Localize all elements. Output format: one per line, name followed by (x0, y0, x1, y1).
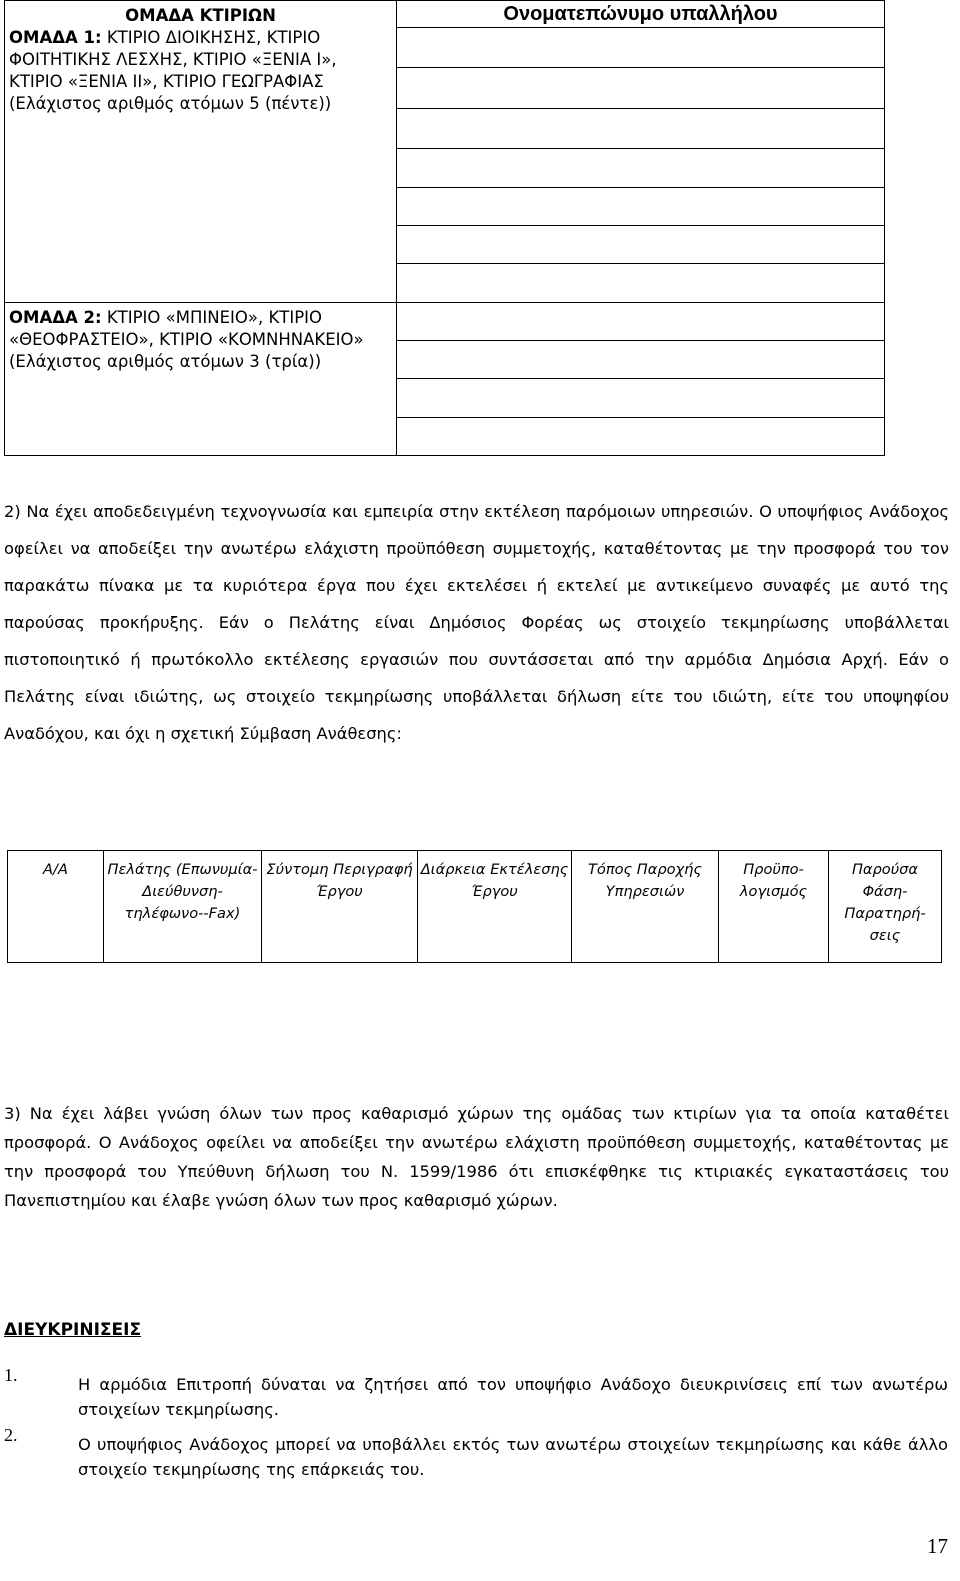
employee-name-field[interactable] (397, 340, 885, 378)
clarification-number: 1. (4, 1365, 18, 1385)
employee-name-field[interactable] (397, 302, 885, 340)
clarifications-title: ΔΙΕΥΚΡΙΝΙΣΕΙΣ (4, 1320, 142, 1340)
group1-cell (5, 1, 397, 303)
employee-name-field[interactable] (397, 379, 885, 417)
col-header-description: Σύντομη Περιγραφή Έργου (262, 851, 418, 963)
group1-label: ΟΜΑΔΑ 1: (9, 28, 102, 47)
employee-name-field[interactable] (397, 108, 885, 148)
requirement-2-paragraph: 2) Να έχει αποδεδειγμένη τεχνογνωσία και εμπειρία στην εκτέλεση παρόμοιων υπηρεσιών. Ο υποψήφιος Ανάδοχος οφείλει να αποδείξει την ανωτέρω ελάχιστη προϋπόθεση συμμετοχής, καταθέτοντας με την προσφορά του τον παρακάτω πίνακα με τα κυριότερα έργα που έχει εκτελέσει ή εκτελεί με αντικείμενο συναφές με αυτό της παρούσας προκήρυξης. Εάν ο Πελάτης είναι Δημόσιος Φορέας ως στοιχείο τεκμηρίωσης υποβάλλεται πιστοποιητικό ή πρωτόκολλο εκτέλεσης εργασιών που συντάσσεται από την αρμόδια Δημόσια Αρχή. Εάν ο Πελάτης είναι ιδιώτης, ως στοιχείο τεκμηρίωσης υποβάλλεται δήλωση είτε του ιδιώτη, είτε του υποψηφίου Αναδόχου, και όχι η σχετική Σύμβαση Ανάθεσης: (4, 502, 949, 743)
employee-name-field[interactable] (397, 149, 885, 187)
employee-name-header: Ονοματεπώνυμο υπαλλήλου (397, 1, 885, 28)
col-header-status: Παρούσα Φάση-Παρατηρή-σεις (829, 851, 942, 963)
group1-buildings: ΚΤΙΡΙΟ ΔΙΟΙΚΗΣΗΣ, ΚΤΙΡΙΟ ΦΟΙΤΗΤΙΚΗΣ ΛΕΣΧΗΣ, ΚΤΙΡΙΟ «ΞΕΝΙΑ Ι», ΚΤΙΡΙΟ «ΞΕΝΙΑ ΙΙ», ΚΤΙΡΙΟ ΓΕΩΓΡΑΦΙΑΣ (9, 28, 337, 91)
clarification-text: Ο υποψήφιος Ανάδοχος μπορεί να υποβάλλει εκτός των ανωτέρω στοιχείων τεκμηρίωσης και κάθε άλλο στοιχείο τεκμηρίωσης της επάρκειάς του. (78, 1435, 948, 1479)
group2-min-persons: (Ελάχιστος αριθμός ατόμων 3 (τρία)) (9, 351, 322, 371)
group2-buildings: ΚΤΙΡΙΟ «ΜΠΙΝΕΙΟ», ΚΤΙΡΙΟ «ΘΕΟΦΡΑΣΤΕΙΟ», ΚΤΙΡΙΟ «ΚΟΜΝΗΝΑΚΕΙΟ» (9, 307, 364, 349)
clarification-text: Η αρμόδια Επιτροπή δύναται να ζητήσει από τον υποψήφιο Ανάδοχο διευκρινίσεις επί των ανωτέρω στοιχείων τεκμηρίωσης. (78, 1375, 948, 1419)
clarification-number: 2. (4, 1425, 18, 1445)
col-header-location: Τόπος Παροχής Υπηρεσιών (572, 851, 719, 963)
groups-header: ΟΜΑΔΑ ΚΤΙΡΙΩΝ (125, 6, 276, 25)
requirement-3-paragraph: 3) Να έχει λάβει γνώση όλων των προς καθαρισμό χώρων της ομάδας των κτιρίων για τα οποία καταθέτει προσφορά. Ο Ανάδοχος οφείλει να αποδείξει την ανωτέρω ελάχιστη προϋπόθεση συμμετοχής, καταθέτοντας με την προσφορά του Υπεύθυνη δήλωση του Ν. 1599/1986 ότι επισκέφθηκε τις κτιριακές εγκαταστάσεις του Πανεπιστημίου και έλαβε γνώση όλων των προς καθαρισμό χώρων. (4, 1104, 949, 1210)
page-number: 17 (927, 1534, 948, 1558)
col-header-budget: Προϋπο-λογισμός (719, 851, 829, 963)
col-header-client: Πελάτης (Επωνυμία-Διεύθυνση-τηλέφωνο--Fax) (104, 851, 262, 963)
group2-cell (5, 302, 397, 455)
employee-name-field[interactable] (397, 225, 885, 263)
projects-table (7, 850, 942, 963)
employee-name-field[interactable] (397, 187, 885, 225)
employee-name-field[interactable] (397, 27, 885, 67)
employee-name-field[interactable] (397, 68, 885, 108)
groups-table (4, 0, 885, 456)
employee-name-field[interactable] (397, 417, 885, 455)
col-header-aa: Α/Α (8, 851, 104, 963)
col-header-duration: Διάρκεια Εκτέλεσης Έργου (418, 851, 572, 963)
group1-min-persons: (Ελάχιστος αριθμός ατόμων 5 (πέντε)) (9, 94, 332, 113)
group2-label: ΟΜΑΔΑ 2: (9, 307, 102, 327)
employee-name-field[interactable] (397, 264, 885, 302)
